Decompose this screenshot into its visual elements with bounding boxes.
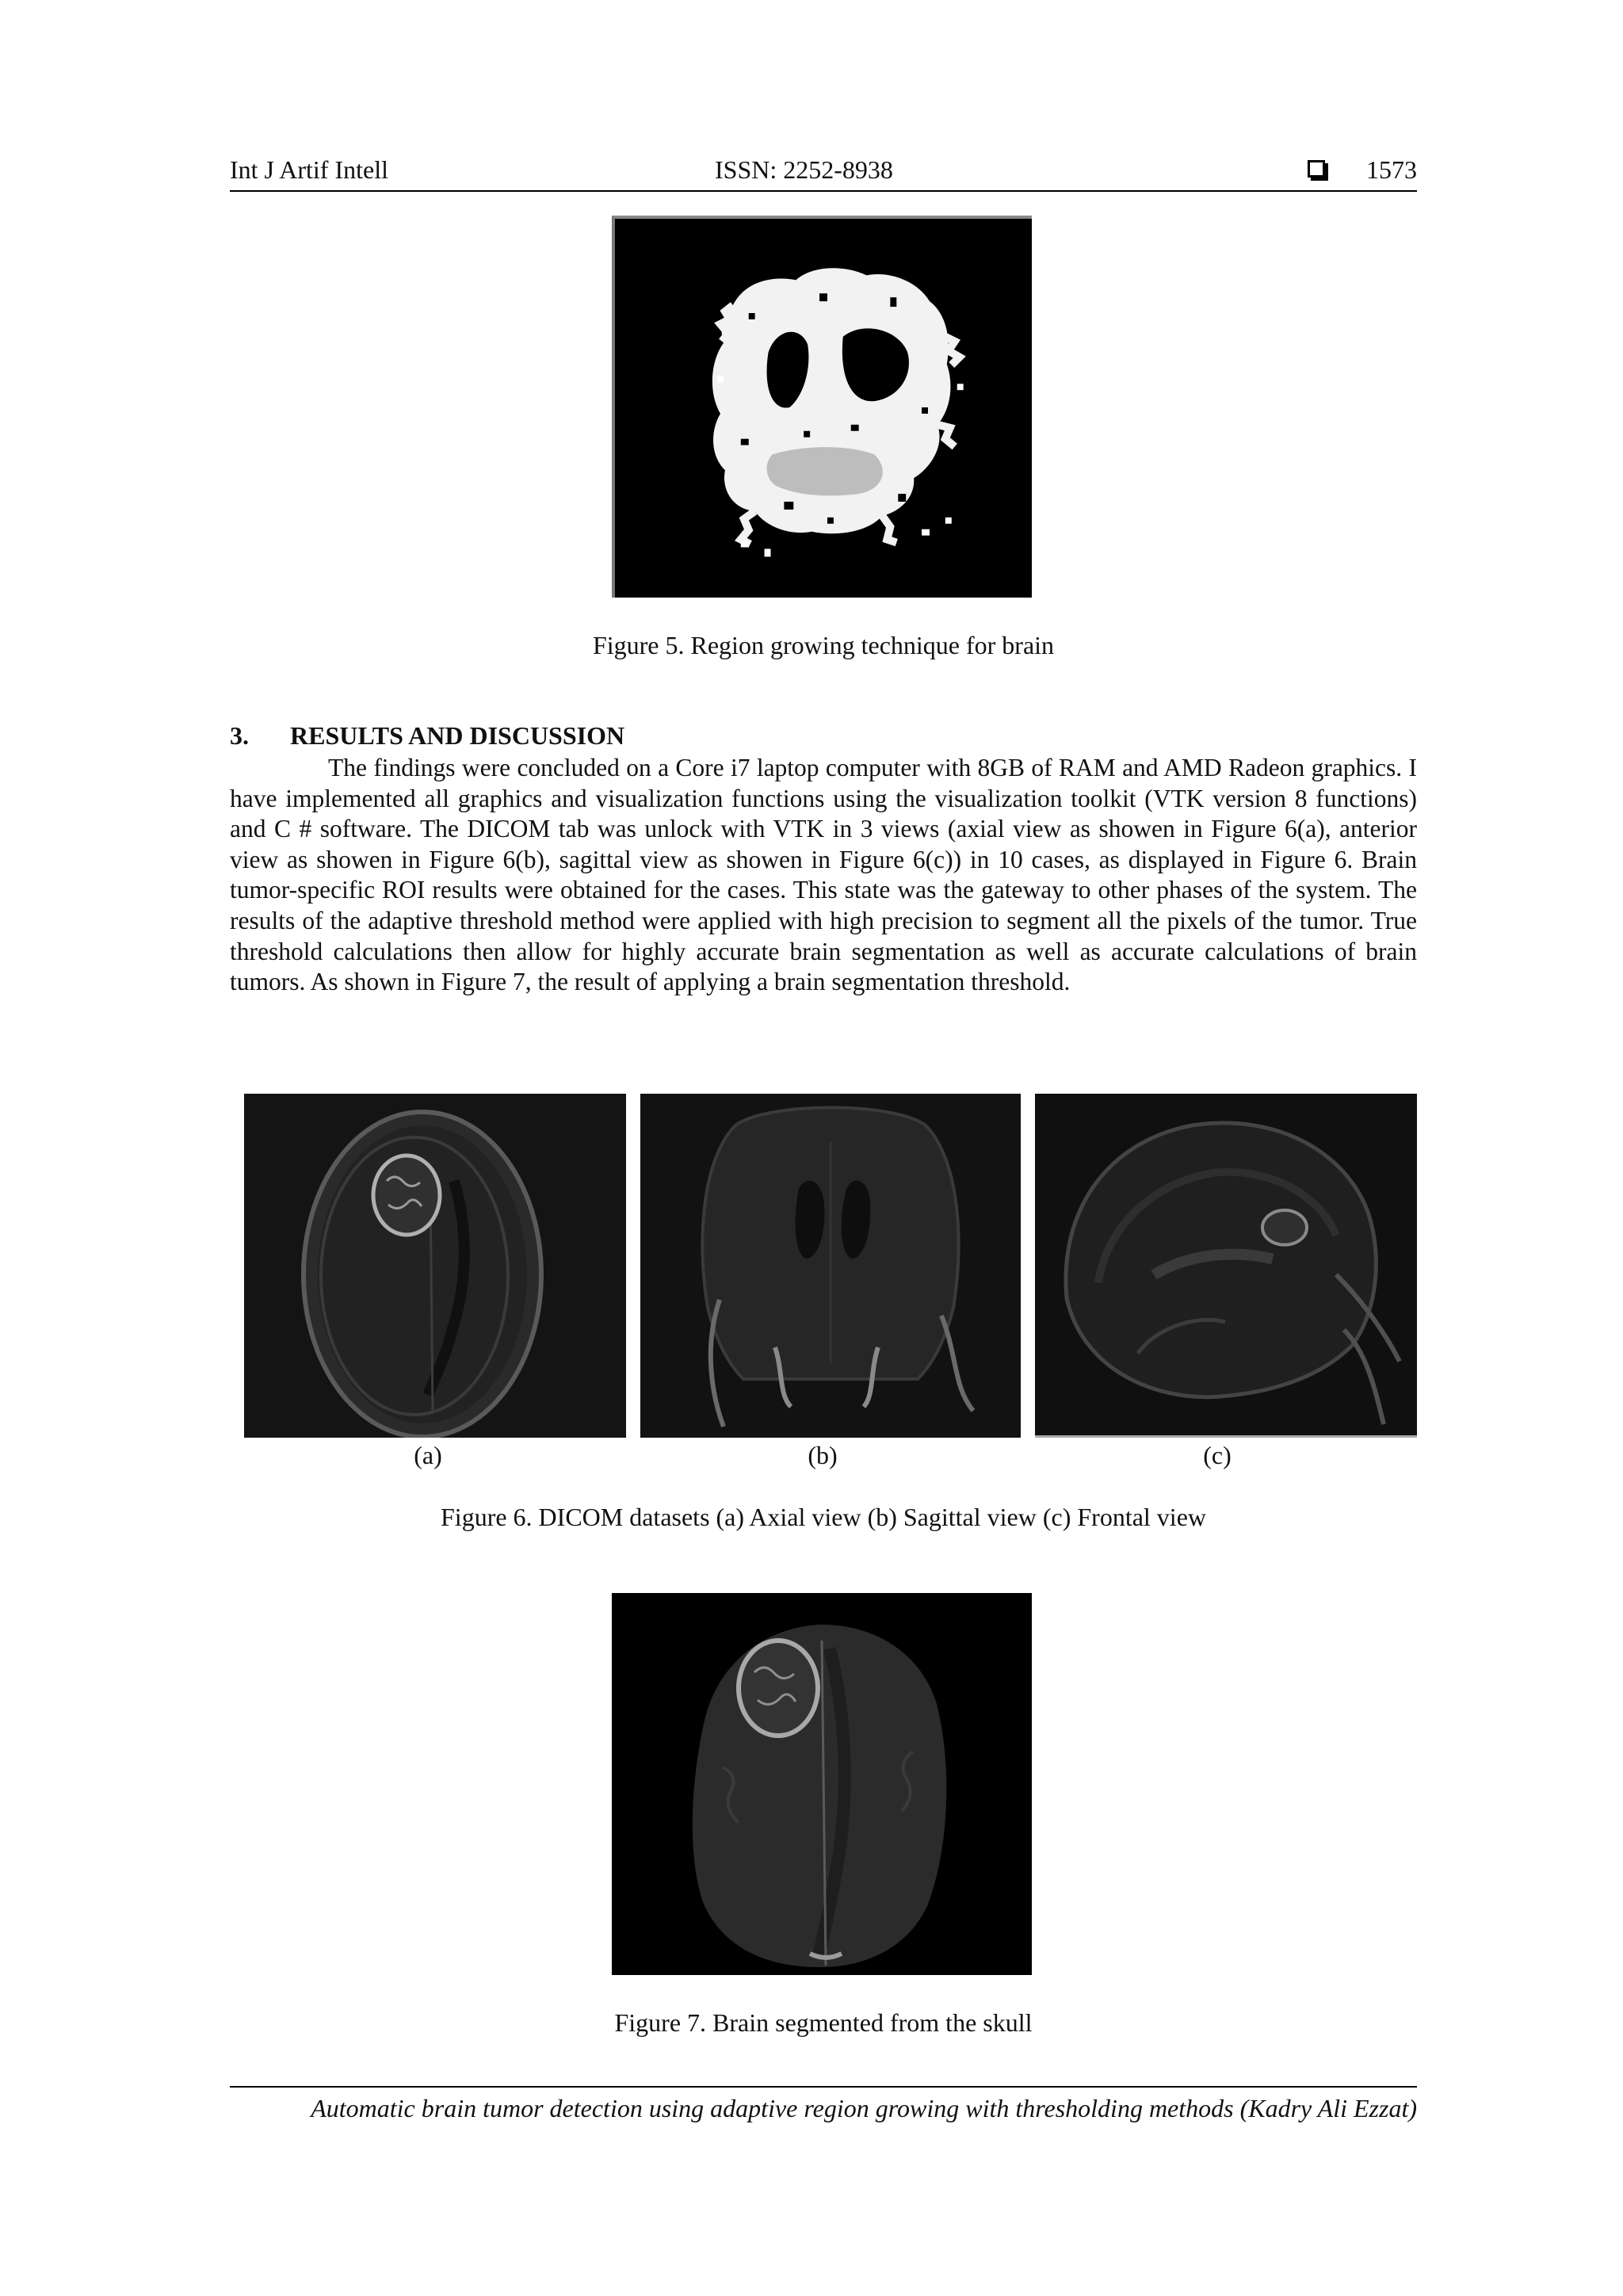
section-heading bbox=[230, 721, 624, 751]
figure-6b-coronal-image bbox=[640, 1094, 1021, 1438]
journal-name: Int J Artif Intell bbox=[230, 155, 388, 184]
figure-6b-label: (b) bbox=[808, 1441, 838, 1469]
results-paragraph: The findings were concluded on a Core i7 laptop computer with 8GB of RAM and AMD Radeon graphics. I have implemented all graphics and visualization functions using the visualization toolkit (VTK version 8 functions) and C # software. The DICOM tab was unlock with VTK in 3 views (axial view as showen in Figure 6(a), anterior view as showen in Figure 6(b), sagittal view as showen in Figure 6(c)) in 10 cases, as displayed in Figure 6. Brain tumor-specific ROI results were obtained for the cases. This state was the gateway to other phases of the system. The results of the adaptive threshold method were applied with high precision to segment all the pixels of the tumor. True threshold calculations then allow for highly accurate brain segmentation as well as accurate calculations of brain tumors. As shown in Figure 7, the result of applying a brain segmentation threshold. bbox=[230, 754, 1417, 996]
figure-6c-label: (c) bbox=[1203, 1441, 1232, 1469]
section-number: 3. bbox=[230, 721, 249, 750]
figure-5-caption: Figure 5. Region growing technique for brain bbox=[592, 631, 1055, 659]
figure-6-caption: Figure 6. DICOM datasets (a) Axial view (b) Sagittal view (c) Frontal view bbox=[441, 1503, 1206, 1531]
figure-6a-label: (a) bbox=[414, 1441, 442, 1469]
running-footer: Automatic brain tumor detection using adaptive region growing with thresholding methods (Kadry Ali Ezzat) bbox=[230, 2086, 1417, 2123]
figure-6a-axial-image bbox=[244, 1094, 626, 1438]
checkbox-icon bbox=[1308, 160, 1325, 178]
page-number: 1573 bbox=[1366, 155, 1417, 184]
figure-5-image bbox=[612, 216, 1032, 598]
figure-6c-sagittal-image bbox=[1035, 1094, 1417, 1438]
figure-7-image bbox=[612, 1593, 1032, 1975]
section-title: RESULTS AND DISCUSSION bbox=[290, 721, 625, 750]
issn: ISSN: 2252-8938 bbox=[715, 155, 893, 184]
running-header bbox=[230, 154, 1417, 192]
figure-7-caption: Figure 7. Brain segmented from the skull bbox=[614, 2008, 1033, 2037]
